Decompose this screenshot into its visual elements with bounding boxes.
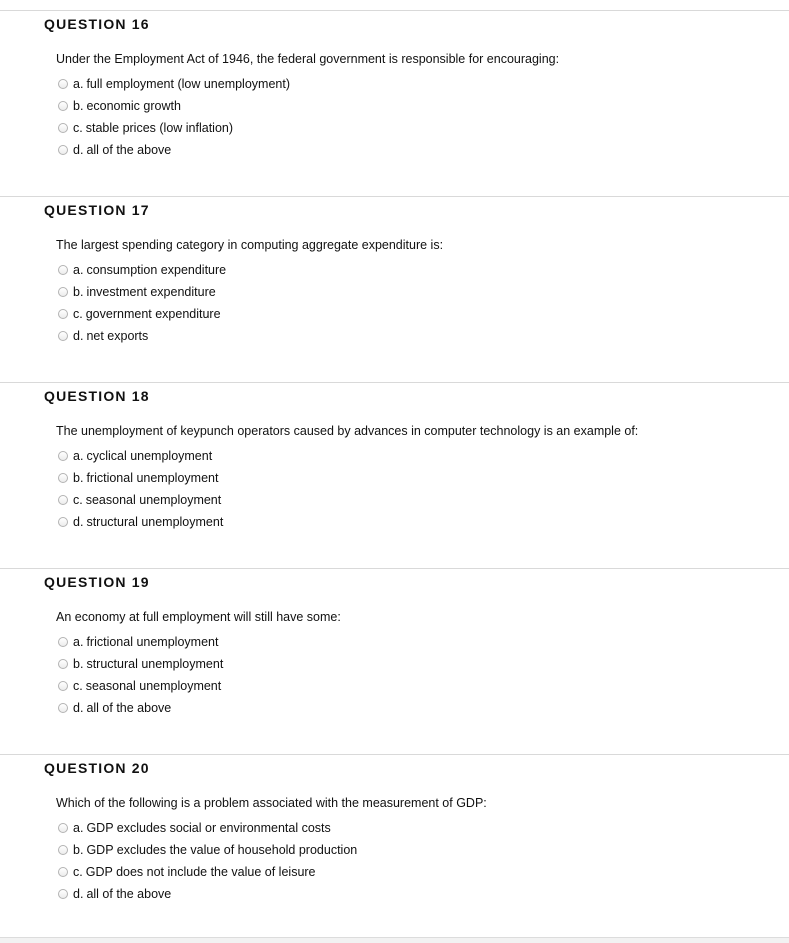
option-b[interactable] — [58, 839, 357, 861]
option-letter: b. — [73, 843, 84, 857]
answer-options — [58, 73, 290, 161]
option-d[interactable] — [58, 139, 290, 161]
option-text: economic growth — [86, 99, 181, 113]
radio-button[interactable] — [58, 473, 68, 483]
question-20 — [0, 754, 789, 937]
option-letter: c. — [73, 307, 83, 321]
radio-button[interactable] — [58, 889, 68, 899]
option-text: consumption expenditure — [86, 263, 227, 277]
answer-options — [58, 259, 226, 347]
radio-button[interactable] — [58, 265, 68, 275]
option-letter: a. — [73, 263, 84, 277]
option-text: GDP does not include the value of leisure — [85, 865, 316, 879]
option-letter: b. — [73, 99, 84, 113]
radio-button[interactable] — [58, 79, 68, 89]
option-text: frictional unemployment — [86, 471, 219, 485]
answer-options — [58, 817, 357, 905]
option-letter: a. — [73, 77, 84, 91]
question-prompt: Under the Employment Act of 1946, the federal government is responsible for encouraging: — [56, 52, 560, 66]
radio-button[interactable] — [58, 867, 68, 877]
radio-button[interactable] — [58, 145, 68, 155]
option-letter: d. — [73, 329, 84, 343]
bottom-divider — [0, 937, 789, 943]
option-text: stable prices (low inflation) — [85, 121, 234, 135]
question-title: QUESTION 17 — [44, 202, 150, 218]
question-19 — [0, 568, 789, 754]
option-a[interactable] — [58, 445, 223, 467]
option-c[interactable] — [58, 861, 357, 883]
question-17 — [0, 196, 789, 382]
option-b[interactable] — [58, 653, 223, 675]
option-d[interactable] — [58, 697, 223, 719]
radio-button[interactable] — [58, 123, 68, 133]
option-c[interactable] — [58, 117, 290, 139]
option-text: net exports — [86, 329, 149, 343]
option-d[interactable] — [58, 325, 226, 347]
option-d[interactable] — [58, 883, 357, 905]
option-letter: c. — [73, 493, 83, 507]
option-d[interactable] — [58, 511, 223, 533]
question-prompt: The unemployment of keypunch operators caused by advances in computer technology is an example of: — [56, 424, 639, 438]
radio-button[interactable] — [58, 287, 68, 297]
option-c[interactable] — [58, 489, 223, 511]
radio-button[interactable] — [58, 659, 68, 669]
answer-options — [58, 445, 223, 533]
radio-button[interactable] — [58, 101, 68, 111]
option-letter: c. — [73, 679, 83, 693]
option-text: seasonal unemployment — [85, 679, 222, 693]
option-letter: a. — [73, 449, 84, 463]
option-text: GDP excludes social or environmental costs — [86, 821, 331, 835]
radio-button[interactable] — [58, 681, 68, 691]
option-letter: a. — [73, 635, 84, 649]
option-b[interactable] — [58, 467, 223, 489]
question-title: QUESTION 19 — [44, 574, 150, 590]
radio-button[interactable] — [58, 331, 68, 341]
option-text: all of the above — [86, 701, 172, 715]
option-text: seasonal unemployment — [85, 493, 222, 507]
option-text: frictional unemployment — [86, 635, 219, 649]
question-title: QUESTION 18 — [44, 388, 150, 404]
radio-button[interactable] — [58, 845, 68, 855]
option-c[interactable] — [58, 675, 223, 697]
option-letter: b. — [73, 657, 84, 671]
radio-button[interactable] — [58, 309, 68, 319]
option-letter: b. — [73, 285, 84, 299]
option-a[interactable] — [58, 73, 290, 95]
radio-button[interactable] — [58, 495, 68, 505]
option-text: government expenditure — [85, 307, 221, 321]
option-letter: c. — [73, 865, 83, 879]
option-text: GDP excludes the value of household production — [86, 843, 358, 857]
radio-button[interactable] — [58, 703, 68, 713]
option-a[interactable] — [58, 259, 226, 281]
option-a[interactable] — [58, 817, 357, 839]
option-letter: d. — [73, 515, 84, 529]
question-18 — [0, 382, 789, 568]
question-16 — [0, 10, 789, 196]
option-text: investment expenditure — [86, 285, 216, 299]
option-letter: b. — [73, 471, 84, 485]
option-c[interactable] — [58, 303, 226, 325]
option-text: cyclical unemployment — [86, 449, 213, 463]
option-a[interactable] — [58, 631, 223, 653]
option-text: all of the above — [86, 887, 172, 901]
answer-options — [58, 631, 223, 719]
question-title: QUESTION 16 — [44, 16, 150, 32]
option-text: structural unemployment — [86, 515, 224, 529]
option-letter: c. — [73, 121, 83, 135]
option-letter: d. — [73, 887, 84, 901]
question-prompt: Which of the following is a problem associated with the measurement of GDP: — [56, 796, 487, 810]
question-prompt: An economy at full employment will still have some: — [56, 610, 341, 624]
option-text: all of the above — [86, 143, 172, 157]
radio-button[interactable] — [58, 637, 68, 647]
option-letter: d. — [73, 701, 84, 715]
radio-button[interactable] — [58, 823, 68, 833]
question-title: QUESTION 20 — [44, 760, 150, 776]
option-b[interactable] — [58, 281, 226, 303]
option-b[interactable] — [58, 95, 290, 117]
option-letter: d. — [73, 143, 84, 157]
option-text: full employment (low unemployment) — [86, 77, 290, 91]
radio-button[interactable] — [58, 517, 68, 527]
option-text: structural unemployment — [86, 657, 224, 671]
question-prompt: The largest spending category in computing aggregate expenditure is: — [56, 238, 444, 252]
option-letter: a. — [73, 821, 84, 835]
radio-button[interactable] — [58, 451, 68, 461]
